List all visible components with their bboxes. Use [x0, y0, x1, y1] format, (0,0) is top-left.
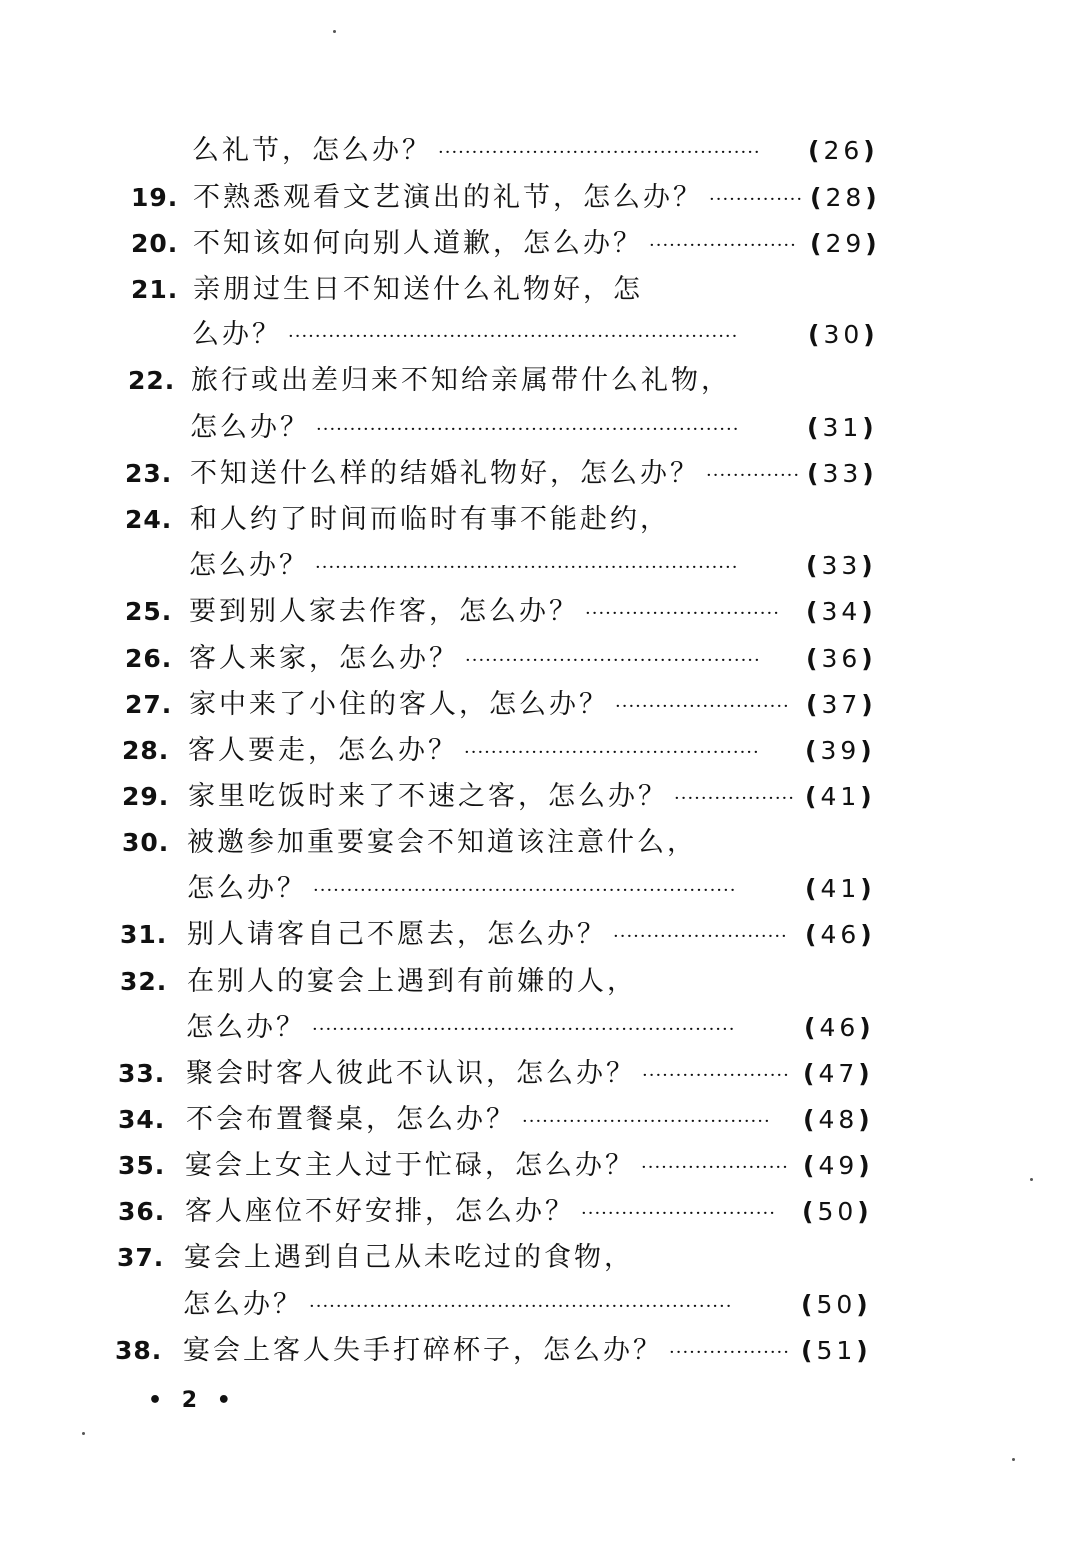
entry-number: 19. — [131, 183, 179, 212]
paren-close: ) — [861, 551, 877, 580]
dot-leader: ······························································· — [309, 1296, 733, 1317]
scan-speck — [1030, 1178, 1033, 1181]
toc-entry — [0, 454, 1080, 494]
entry-number: 26. — [125, 644, 173, 673]
toc-entry — [0, 777, 1080, 817]
entry-title: 宴会上客人失手打碎杯子，怎么办？ — [183, 1335, 663, 1366]
paren-open: ( — [805, 920, 821, 949]
page-value: 47 — [818, 1059, 859, 1088]
paren-close: ) — [860, 736, 876, 765]
paren-close: ) — [857, 1197, 873, 1226]
paren-open: ( — [806, 690, 822, 719]
entry-number: 24. — [125, 505, 173, 534]
entry-title: 不熟悉观看文艺演出的礼节，怎么办？ — [193, 182, 703, 213]
paren-open: ( — [803, 1105, 819, 1134]
entry-number: 36. — [118, 1197, 166, 1226]
paren-close: ) — [858, 1105, 874, 1134]
dot-leader: ·························· — [615, 696, 790, 717]
paren-close: ) — [858, 1059, 874, 1088]
entry-title: 么办？ — [192, 319, 282, 350]
page-value: 31 — [822, 413, 863, 442]
paren-open: ( — [801, 1290, 817, 1319]
entry-page — [806, 546, 877, 586]
entry-page — [801, 1285, 872, 1325]
dot-leader: ······················ — [649, 235, 797, 256]
scan-speck — [333, 30, 336, 33]
entry-title: 宴会上遇到自己从未吃过的食物， — [184, 1242, 634, 1273]
page-value: 41 — [820, 782, 861, 811]
entry-page — [805, 777, 876, 817]
page-value: 33 — [821, 551, 862, 580]
entry-page — [810, 178, 881, 218]
entry-page — [805, 731, 876, 771]
entry-title: 和人约了时间而临时有事不能赴约， — [190, 504, 670, 535]
toc-entry — [0, 915, 1080, 955]
entry-title: 在别人的宴会上遇到有前嫌的人， — [187, 966, 637, 997]
page-value: 37 — [821, 690, 862, 719]
page-value: 26 — [823, 136, 864, 165]
paren-close: ) — [856, 1336, 872, 1365]
toc-entry — [0, 962, 1080, 1002]
entry-title: 家里吃饭时来了不速之客，怎么办？ — [188, 781, 668, 812]
toc-entry — [0, 361, 1080, 401]
paren-open: ( — [802, 1197, 818, 1226]
toc-entry — [0, 224, 1080, 264]
page-value: 30 — [823, 320, 864, 349]
paren-close: ) — [861, 597, 877, 626]
entry-number: 30. — [122, 828, 170, 857]
paren-open: ( — [806, 644, 822, 673]
paren-close: ) — [863, 320, 879, 349]
entry-page — [808, 131, 879, 171]
entry-title: 不知该如何向别人道歉，怎么办？ — [193, 228, 643, 259]
paren-open: ( — [805, 736, 821, 765]
entry-title: 亲朋过生日不知送什么礼物好，怎 — [193, 274, 643, 305]
toc-entry — [0, 500, 1080, 540]
entry-title: 怎么办？ — [187, 873, 307, 904]
dot-leader: ················································ — [438, 142, 761, 163]
dot-leader: ······························································· — [316, 419, 740, 440]
entry-title: 别人请客自己不愿去，怎么办？ — [187, 919, 607, 950]
entry-number: 38. — [115, 1336, 163, 1365]
toc-entry — [0, 1238, 1080, 1278]
entry-title: 家中来了小住的客人，怎么办？ — [189, 689, 609, 720]
entry-number: 22. — [128, 366, 176, 395]
toc-entry — [0, 315, 1080, 355]
entry-title: 被邀参加重要宴会不知道该注意什么， — [187, 827, 697, 858]
entry-number: 20. — [131, 229, 179, 258]
dot-leader: ············································ — [464, 742, 760, 763]
entry-number: 29. — [122, 782, 170, 811]
entry-page — [807, 408, 878, 448]
entry-number: 21. — [131, 275, 179, 304]
toc-entry — [0, 1054, 1080, 1094]
toc-entry — [0, 731, 1080, 771]
entry-page — [807, 454, 878, 494]
entry-number: 28. — [122, 736, 170, 765]
entry-number: 32. — [120, 967, 168, 996]
entry-number: 35. — [118, 1151, 166, 1180]
entry-title: 怎么办？ — [189, 550, 309, 581]
page-value: 49 — [818, 1151, 859, 1180]
entry-title: 怎么办？ — [190, 412, 310, 443]
page-value: 33 — [822, 459, 863, 488]
dot-leader: ····························· — [581, 1203, 776, 1224]
entry-page — [808, 315, 879, 355]
toc-entry — [0, 270, 1080, 310]
dot-leader: ······················ — [642, 1065, 790, 1086]
dot-leader: ··································································· — [288, 326, 739, 347]
entry-page — [802, 1192, 873, 1232]
toc-entry — [0, 1285, 1080, 1325]
entry-title: 客人来家，怎么办？ — [189, 643, 459, 674]
dot-leader: ·················· — [674, 788, 795, 809]
entry-number: 33. — [118, 1059, 166, 1088]
paren-open: ( — [804, 1013, 820, 1042]
dot-leader: ····························· — [585, 603, 780, 624]
paren-open: ( — [803, 1151, 819, 1180]
toc-entry — [0, 408, 1080, 448]
paren-close: ) — [860, 920, 876, 949]
dot-leader: ············································ — [465, 650, 761, 671]
paren-open: ( — [810, 229, 826, 258]
paren-close: ) — [860, 782, 876, 811]
entry-title: 不会布置餐桌，怎么办？ — [186, 1104, 516, 1135]
page-value: 28 — [825, 183, 866, 212]
toc-entry — [0, 1146, 1080, 1186]
page-value: 34 — [821, 597, 862, 626]
toc-entry — [0, 592, 1080, 632]
paren-open: ( — [807, 459, 823, 488]
dot-leader: ·················· — [669, 1342, 790, 1363]
entry-title: 客人座位不好安排，怎么办？ — [185, 1196, 575, 1227]
toc-entry — [0, 1008, 1080, 1048]
entry-title: 怎么办？ — [186, 1012, 306, 1043]
entry-page — [803, 1054, 874, 1094]
toc-entry — [0, 546, 1080, 586]
dot-leader: ······························································· — [313, 880, 737, 901]
entry-page — [806, 639, 877, 679]
paren-open: ( — [805, 874, 821, 903]
toc-entry — [0, 1331, 1080, 1371]
entry-number: 37. — [117, 1243, 165, 1272]
entry-number: 27. — [125, 690, 173, 719]
paren-close: ) — [861, 690, 877, 719]
paren-close: ) — [861, 644, 877, 673]
page-value: 39 — [820, 736, 861, 765]
page-value: 50 — [817, 1197, 858, 1226]
dot-leader: ····································· — [522, 1111, 771, 1132]
toc-entry — [0, 131, 1080, 171]
toc-entry — [0, 685, 1080, 725]
entry-page — [806, 592, 877, 632]
page-value: 36 — [821, 644, 862, 673]
paren-open: ( — [805, 782, 821, 811]
toc-entry — [0, 178, 1080, 218]
page-value: 50 — [816, 1290, 857, 1319]
entry-page — [803, 1146, 874, 1186]
entry-number: 31. — [120, 920, 168, 949]
paren-open: ( — [803, 1059, 819, 1088]
toc-entry — [0, 869, 1080, 909]
page-value: 41 — [820, 874, 861, 903]
entry-title: 宴会上女主人过于忙碌，怎么办？ — [185, 1150, 635, 1181]
paren-close: ) — [865, 229, 881, 258]
paren-open: ( — [808, 136, 824, 165]
page-value: 51 — [816, 1336, 857, 1365]
page-number: • 2 • — [148, 1388, 237, 1413]
paren-close: ) — [862, 459, 878, 488]
toc-entry — [0, 1100, 1080, 1140]
entry-title: 要到别人家去作客，怎么办？ — [189, 596, 579, 627]
entry-page — [804, 1008, 875, 1048]
paren-open: ( — [806, 597, 822, 626]
entry-title: 不知送什么样的结婚礼物好，怎么办？ — [190, 458, 700, 489]
dot-leader: ······························································· — [315, 557, 739, 578]
paren-open: ( — [810, 183, 826, 212]
toc-entry — [0, 639, 1080, 679]
paren-open: ( — [807, 413, 823, 442]
dot-leader: ·············· — [709, 189, 804, 210]
paren-close: ) — [863, 136, 879, 165]
entry-title: 客人要走，怎么办？ — [188, 735, 458, 766]
page-value: 46 — [820, 920, 861, 949]
entry-title: 聚会时客人彼此不认识，怎么办？ — [186, 1058, 636, 1089]
scan-speck — [82, 1432, 85, 1435]
paren-close: ) — [859, 1013, 875, 1042]
paren-close: ) — [860, 874, 876, 903]
paren-open: ( — [801, 1336, 817, 1365]
entry-number: 23. — [125, 459, 173, 488]
entry-number: 34. — [118, 1105, 166, 1134]
paren-open: ( — [808, 320, 824, 349]
scan-speck — [1012, 1458, 1015, 1461]
toc-entry — [0, 1192, 1080, 1232]
entry-title: 怎么办？ — [183, 1289, 303, 1320]
paren-close: ) — [856, 1290, 872, 1319]
dot-leader: ·············· — [706, 465, 801, 486]
paren-open: ( — [806, 551, 822, 580]
paren-close: ) — [865, 183, 881, 212]
dot-leader: ······························································· — [312, 1019, 736, 1040]
entry-title: 旅行或出差归来不知给亲属带什么礼物， — [191, 365, 731, 396]
entry-page — [810, 224, 881, 264]
entry-title: 么礼节，怎么办？ — [192, 135, 432, 166]
paren-close: ) — [858, 1151, 874, 1180]
paren-close: ) — [862, 413, 878, 442]
dot-leader: ·························· — [613, 926, 788, 947]
toc-entry — [0, 823, 1080, 863]
entry-page — [806, 685, 877, 725]
page-value: 48 — [818, 1105, 859, 1134]
page-value: 29 — [825, 229, 866, 258]
entry-page — [805, 869, 876, 909]
entry-page — [805, 915, 876, 955]
entry-number: 25. — [125, 597, 173, 626]
entry-page — [801, 1331, 872, 1371]
dot-leader: ······················ — [641, 1157, 789, 1178]
page-value: 46 — [819, 1013, 860, 1042]
entry-page — [803, 1100, 874, 1140]
